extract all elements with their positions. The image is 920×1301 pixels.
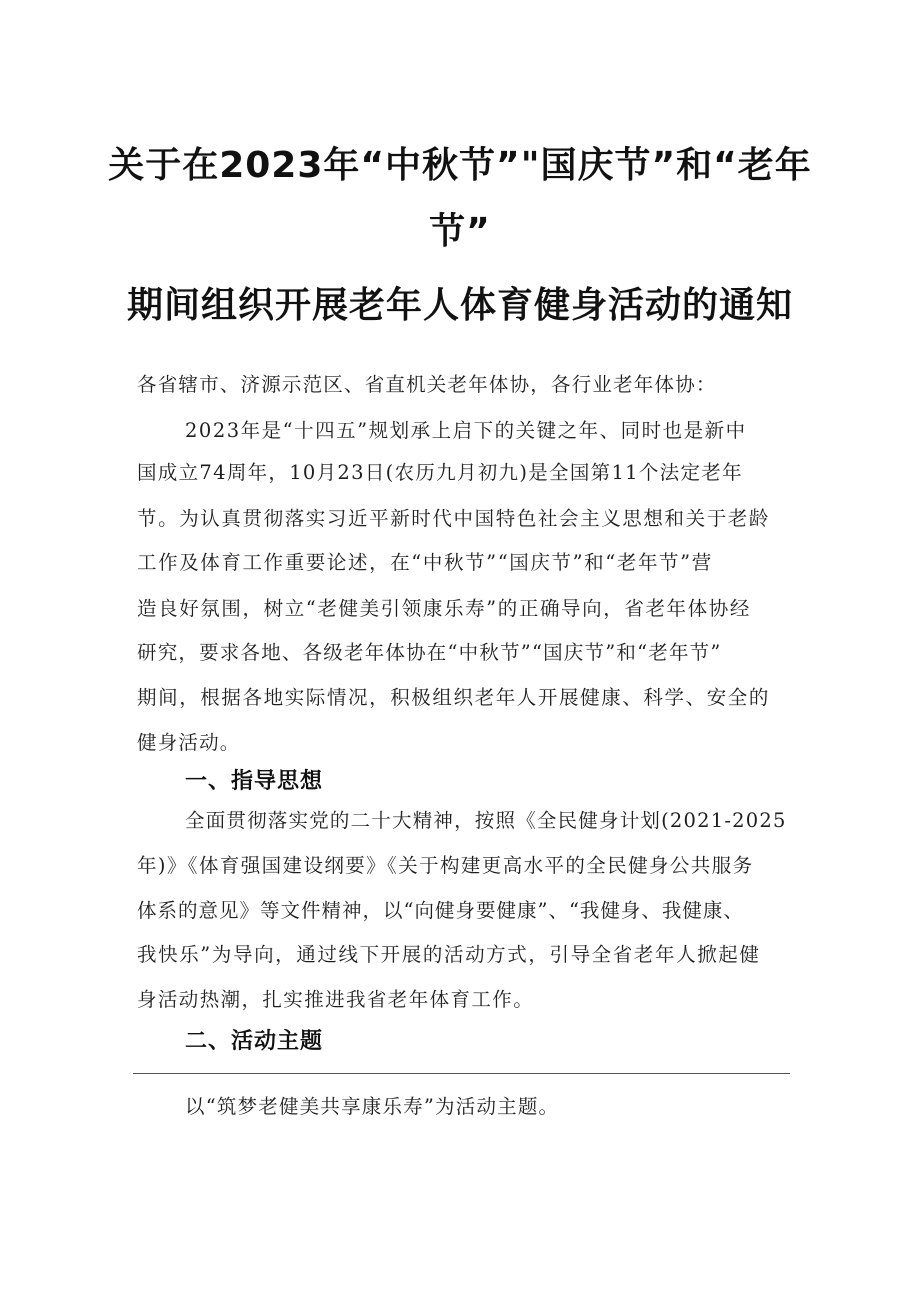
intro-paragraph-line: 健身活动。 xyxy=(137,731,241,754)
section1-paragraph-line: 全面贯彻落实党的二十大精神，按照《全民健身计划(2021-2025 xyxy=(185,809,787,832)
section1-paragraph-line: 体系的意见》等文件精神，以“向健身要健康”、“我健身、我健康、 xyxy=(137,899,744,922)
intro-paragraph-line: 期间，根据各地实际情况，积极组织老年人开展健康、科学、安全的 xyxy=(137,686,771,709)
intro-paragraph-line: 研究，要求各地、各级老年体协在“中秋节”“国庆节”和“老年节” xyxy=(137,641,722,664)
intro-paragraph-line: 工作及体育工作重要论述，在“中秋节”“国庆节”和“老年节”营 xyxy=(137,551,713,574)
document-title-line-2: 节” xyxy=(429,211,491,252)
intro-paragraph-line: 2023年是“十四五”规划承上启下的关键之年、同时也是新中 xyxy=(185,419,747,442)
intro-paragraph-line: 国成立74周年，10月23日(农历九月初九)是全国第11个法定老年 xyxy=(137,461,743,484)
horizontal-divider xyxy=(133,1073,790,1074)
document-title-line-1: 关于在2023年“中秋节”"国庆节”和“老年 xyxy=(108,145,812,186)
intro-paragraph-line: 节。为认真贯彻落实习近平新时代中国特色社会主义思想和关于老龄 xyxy=(137,507,771,530)
section2-paragraph-line: 以“筑梦老健美共享康乐寿”为活动主题。 xyxy=(185,1095,560,1118)
salutation: 各省辖市、济源示范区、省直机关老年体协，各行业老年体协： xyxy=(137,373,717,396)
intro-paragraph-line: 造良好氛围，树立“老健美引领康乐寿”的正确导向，省老年体协经 xyxy=(137,597,751,620)
section1-paragraph-line: 年)》《体育强国建设纲要》《关于构建更高水平的全民健身公共服务 xyxy=(137,854,754,877)
section1-paragraph-line: 我快乐”为导向，通过线下开展的活动方式，引导全省老年人掀起健 xyxy=(137,943,761,966)
section-heading-guiding-ideology: 一、指导思想 xyxy=(185,769,324,794)
section1-paragraph-line: 身活动热潮，扎实推进我省老年体育工作。 xyxy=(137,988,535,1011)
section-heading-activity-theme: 二、活动主题 xyxy=(185,1029,324,1054)
document-title-line-3: 期间组织开展老年人体育健身活动的通知 xyxy=(126,285,793,326)
